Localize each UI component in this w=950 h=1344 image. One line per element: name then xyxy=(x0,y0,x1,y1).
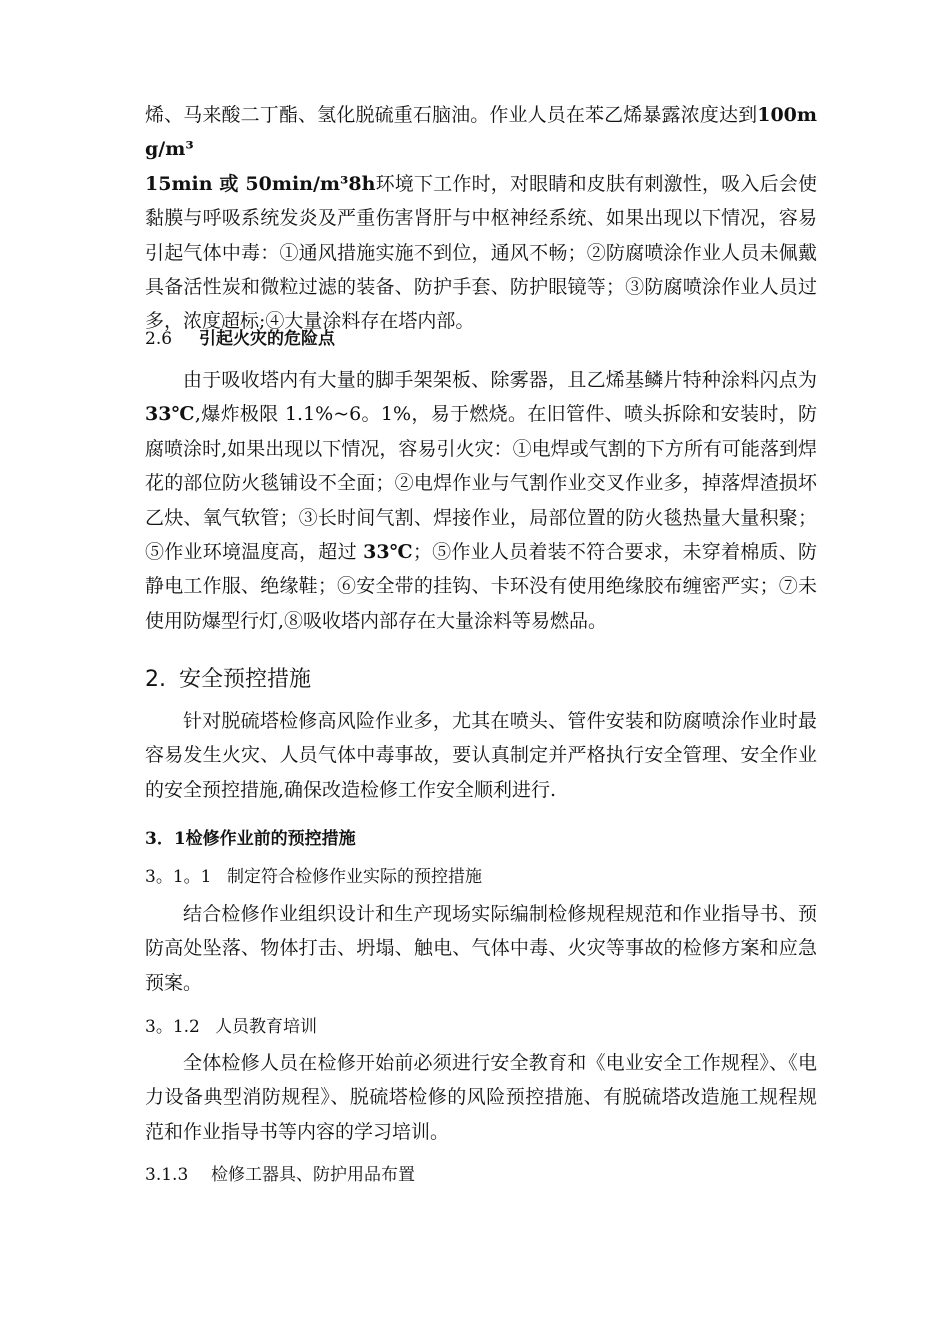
temperature-value: 33℃ xyxy=(363,541,413,564)
paragraph-text: ，易于燃烧。在旧管件、喷头拆除和安装时，防腐喷涂时,如果出现以下情况，容易引火灾：①电焊或气割的下方所有可能落到焊花的部位防火毯铺设不全面；②电焊作业与气割作业交叉作业多，掉落焊渣损坏乙炔、氧气软管；③长时间气割、焊接作业，局部位置的防火毯热量大量积聚；⑤作业环境温度高，超过 xyxy=(145,403,817,564)
paragraph-fire-hazard xyxy=(145,363,817,638)
paragraph-text: 由于吸收塔内有大量的脚手架架板、除雾器，且乙烯基鳞片特种涂料闪点为 xyxy=(183,369,817,391)
paragraph-precautions-intro: 针对脱硫塔检修高风险作业多，尤其在喷头、管件安装和防腐喷涂作业时最容易发生火灾、人员气体中毒事故，要认真制定并严格执行安全管理、安全作业的安全预控措施,确保改造检修工作安全顺利进行. xyxy=(145,710,817,801)
paragraph-precaution-plan: 结合检修作业组织设计和生产现场实际编制检修规程规范和作业指导书、预防高处坠落、物体打击、坍塌、触电、气体中毒、火灾等事故的检修方案和应急预案。 xyxy=(145,903,817,994)
paragraph-text: 烯、马来酸二丁酯、氢化脱硫重石脑油。作业人员在苯乙烯暴露浓度达到 xyxy=(145,104,758,126)
section-number: 3.1.3 xyxy=(145,1165,189,1185)
paragraph-text: ,爆炸极限 1.1%~6。1% xyxy=(194,403,412,426)
paragraph-toxic-gas xyxy=(145,98,817,339)
concentration-value: 100mg/m³ xyxy=(145,104,817,161)
section-title: 检修工器具、防护用品布置 xyxy=(211,1165,415,1185)
section-number: 3。1.2 xyxy=(145,1017,200,1037)
section-number: 2.6 xyxy=(145,329,173,349)
section-title: 引起火灾的危险点 xyxy=(199,329,335,349)
paragraph-text: 环境下工作时，对眼睛和皮肤有刺激性，吸入后会使黏膜与呼吸系统发炎及严重伤害肾肝与中枢神经系统、如果出现以下情况，容易引起气体中毒：①通风措施实施不到位，通风不畅；②防腐喷涂作业人员未佩戴具备活性炭和微粒过滤的装备、防护手套、防护眼镜等；③防腐喷涂作业人员过多，浓度超标;④大量涂料存在塔内部。 xyxy=(145,172,817,333)
paragraph-text: ；⑤作业人员着装不符合要求，未穿着棉质、防静电工作服、绝缘鞋；⑥安全带的挂钩、卡环没有使用绝缘胶布缠密严实；⑦未使用防爆型行灯,⑧吸收塔内部存在大量涂料等易燃品。 xyxy=(145,541,817,632)
paragraph-training: 全体检修人员在检修开始前必须进行安全教育和《电业安全工作规程》、《电力设备典型消防规程》、脱硫塔检修的风险预控措施、有脱硫塔改造施工规程规范和作业指导书等内容的学习培训。 xyxy=(145,1052,817,1143)
section-number: 2. xyxy=(145,667,166,692)
section-heading-3-1: 3．1检修作业前的预控措施 xyxy=(145,829,356,849)
section-title: 安全预控措施 xyxy=(179,667,312,692)
section-title: 制定符合检修作业实际的预控措施 xyxy=(227,867,482,887)
section-title: 人员教育培训 xyxy=(215,1017,317,1037)
section-heading-3-1-2 xyxy=(145,1016,317,1038)
flash-point-value: 33℃ xyxy=(145,403,195,426)
section-heading-3-1-3 xyxy=(145,1164,415,1186)
section-heading-2 xyxy=(145,665,311,695)
section-heading-3-1-1 xyxy=(145,866,482,888)
section-number: 3。1。1 xyxy=(145,867,212,887)
section-heading-2-6 xyxy=(145,328,335,350)
exposure-time: 15min 或 50min/m³8h xyxy=(145,172,376,195)
